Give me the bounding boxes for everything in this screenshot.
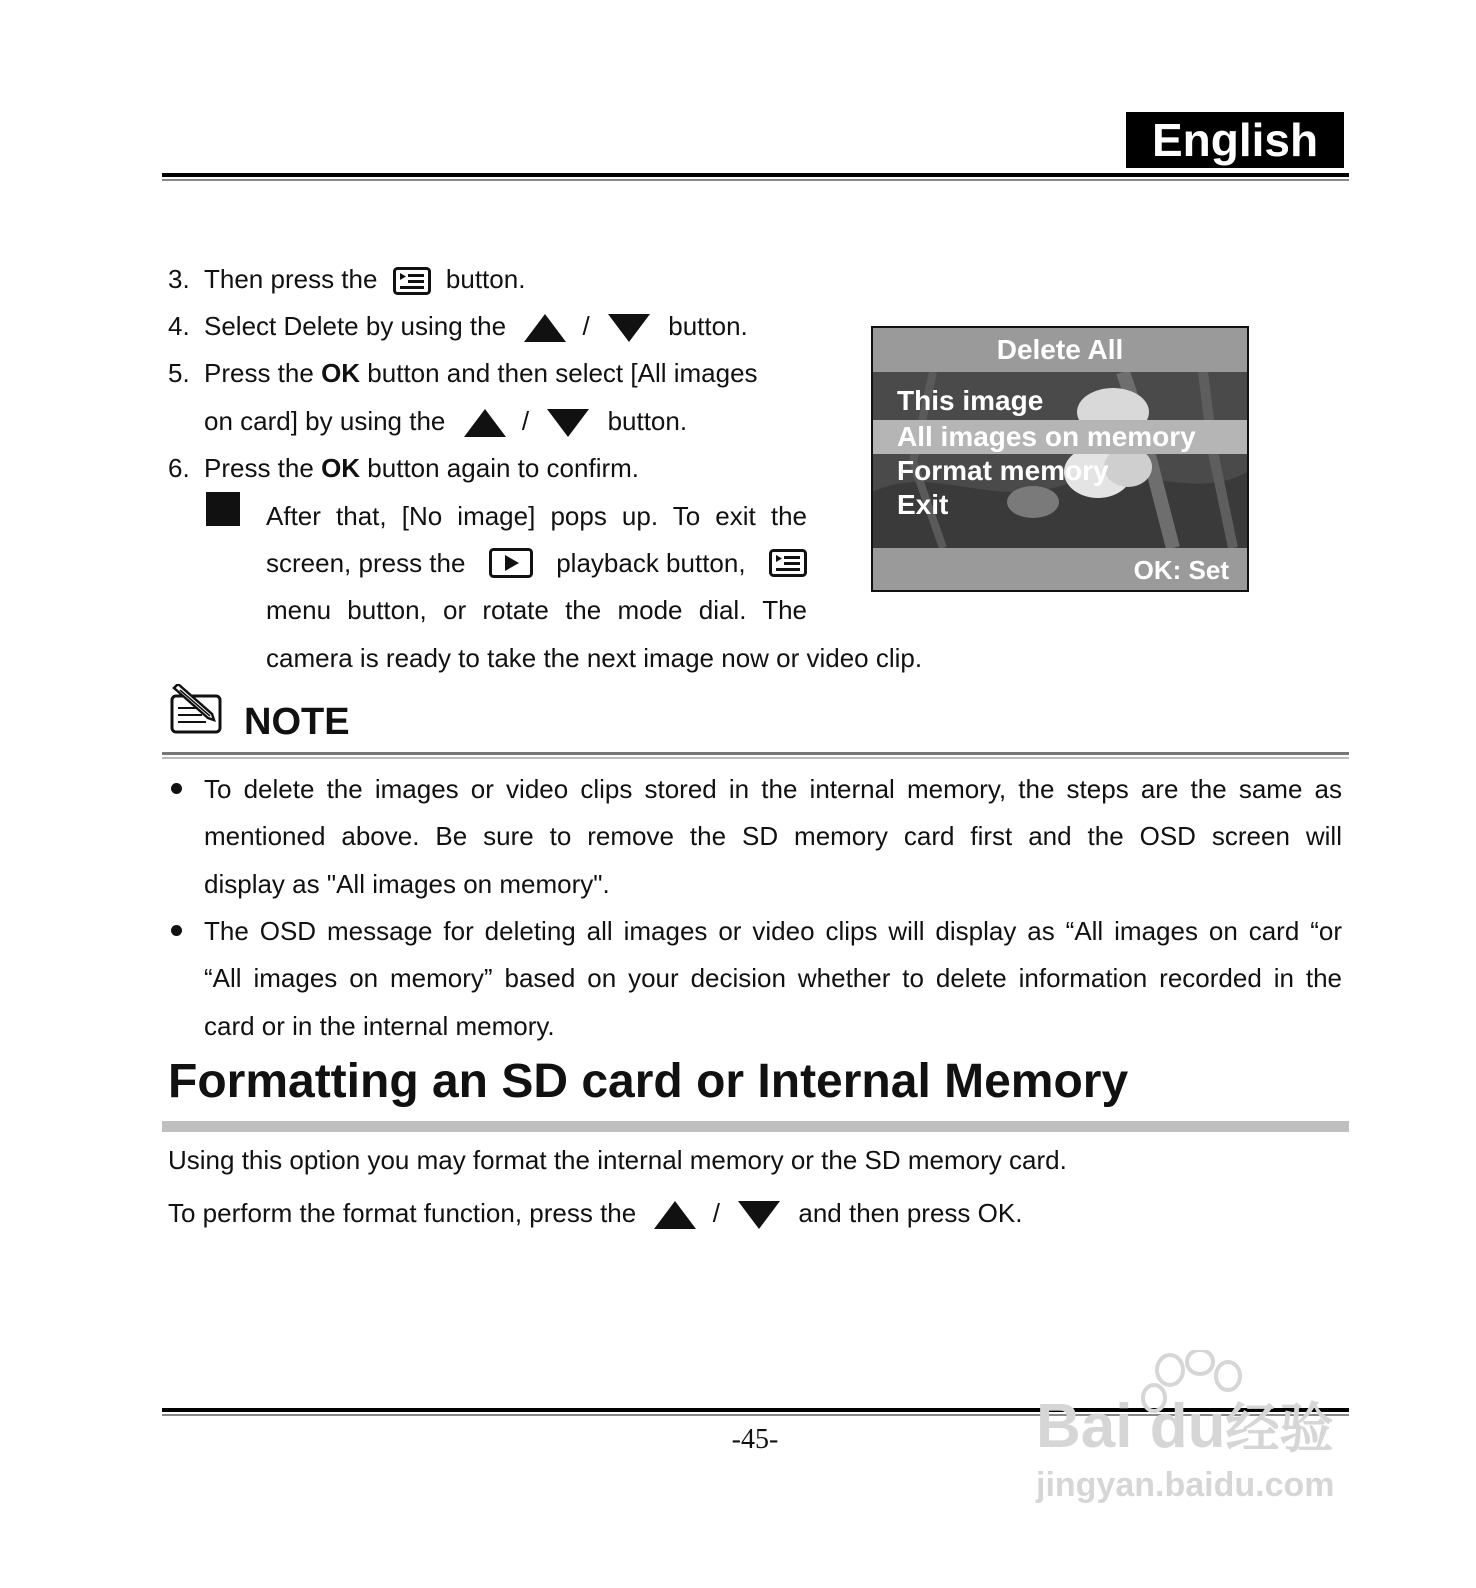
bullet-dot-icon xyxy=(171,925,182,936)
section-para-1: Using this option you may format the internal memory or the SD memory card. xyxy=(168,1145,1067,1175)
menu-button-icon xyxy=(769,549,807,577)
sub-note-line-3: menu button, or rotate the mode dial. The xyxy=(266,595,807,625)
down-triangle-icon xyxy=(737,1200,781,1230)
screen-item-exit: Exit xyxy=(897,489,949,520)
square-bullet-icon xyxy=(206,492,240,526)
section-rule xyxy=(162,1121,1349,1132)
step-5-line-2: on card] by using the / button. xyxy=(204,406,687,438)
note-2-line-3: card or in the internal memory. xyxy=(204,1011,555,1041)
step-5-line-1: 5. Press the OK button and then select [All images xyxy=(168,358,758,388)
note-2-line-2: “All images on memory” based on your decision whether to delete information recorded in the xyxy=(204,963,1342,993)
step-6: 6. Press the OK button again to confirm. xyxy=(168,453,640,483)
language-badge: English xyxy=(1126,112,1344,168)
sub-note-line-2: screen, press the playback button, xyxy=(266,548,807,578)
watermark-url: jingyan.baidu.com xyxy=(1036,1466,1335,1504)
header-rule xyxy=(162,173,1349,177)
camera-osd-screen xyxy=(871,326,1249,592)
screen-item-format-memory: Format memory xyxy=(897,455,1109,486)
note-rule-shadow xyxy=(162,757,1349,759)
screen-footer: OK: Set xyxy=(873,548,1247,590)
watermark-brand: Bai du经验 xyxy=(1036,1392,1334,1461)
header-rule-shadow xyxy=(162,179,1349,181)
section-title: Formatting an SD card or Internal Memory xyxy=(168,1055,1129,1108)
note-1-line-1: To delete the images or video clips stored in the internal memory, the steps are the same as xyxy=(204,774,1342,804)
note-2-line-1: The OSD message for deleting all images or video clips will display as “All images on card “or xyxy=(204,916,1342,946)
screen-title: Delete All xyxy=(873,328,1247,372)
screen-item-this-image: This image xyxy=(897,385,1044,416)
note-pencil-icon xyxy=(168,684,224,736)
note-title: NOTE xyxy=(244,701,350,743)
up-triangle-icon xyxy=(653,1200,697,1230)
up-triangle-icon xyxy=(523,313,567,343)
note-1-line-3: display as "All images on memory". xyxy=(204,869,610,899)
step-4: 4. Select Delete by using the / button. xyxy=(168,311,748,343)
sub-note-line-4: camera is ready to take the next image now or video clip. xyxy=(266,643,923,673)
down-triangle-icon xyxy=(607,313,651,343)
bullet-dot-icon xyxy=(171,783,182,794)
menu-button-icon xyxy=(393,267,431,295)
sub-note-line-1: After that, [No image] pops up. To exit the xyxy=(266,501,807,531)
page-number: -45- xyxy=(731,1424,779,1455)
note-1-line-2: mentioned above. Be sure to remove the SD memory card first and the OSD screen will xyxy=(204,821,1342,851)
note-rule xyxy=(162,752,1349,755)
section-para-2: To perform the format function, press the / and then press OK. xyxy=(168,1198,1022,1230)
play-button-icon xyxy=(489,548,533,578)
screen-item-all-images: All images on memory xyxy=(873,420,1247,454)
step-3: 3. Then press the button. xyxy=(168,264,526,294)
down-triangle-icon xyxy=(546,408,590,438)
up-triangle-icon xyxy=(463,408,507,438)
